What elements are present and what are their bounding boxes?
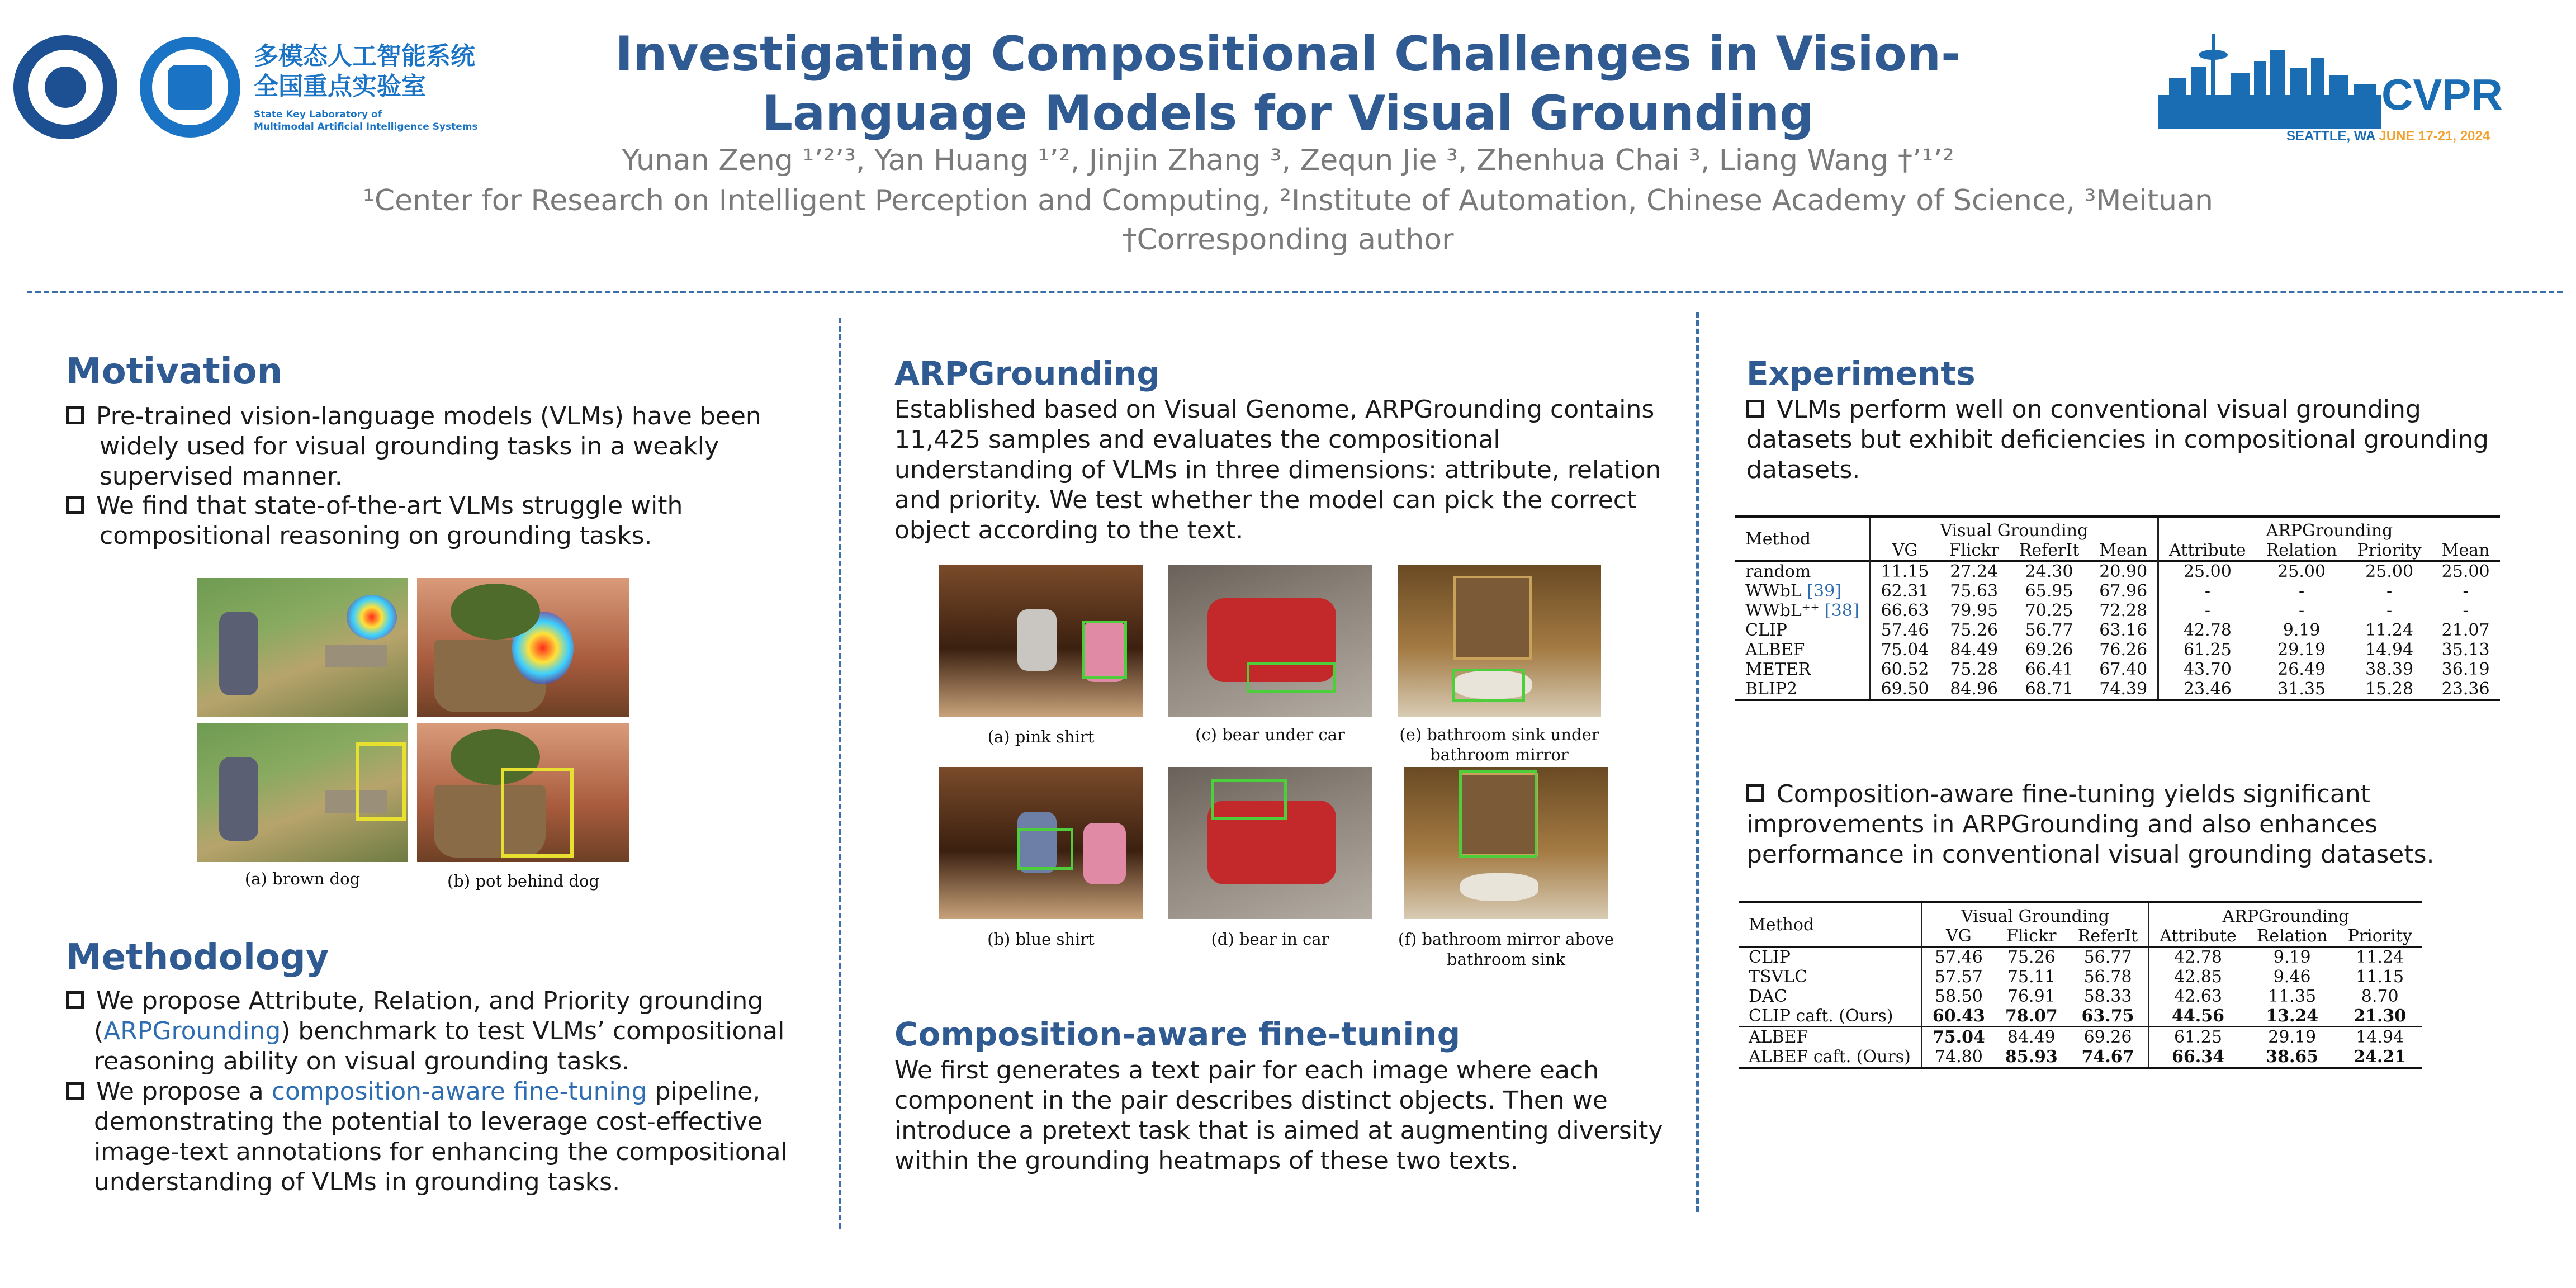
motivation-image-pot-heatmap (417, 578, 629, 717)
value-cell: 11.35 (2268, 987, 2317, 1006)
method-cell: ALBEF (1739, 1027, 1921, 1048)
t2-group-vg: Visual Grounding (1921, 902, 2148, 926)
value-cell: 75.11 (2007, 967, 2056, 987)
arp-line-3: understanding of VLMs in three dimensions: attribute, relation (894, 456, 1661, 484)
value-cell: 74.67 (2068, 1047, 2149, 1068)
checkbox-icon (1746, 784, 1764, 802)
grounding-box (1082, 621, 1127, 679)
lab-name-en-2: Multimodal Artificial Intelligence Systems (254, 121, 478, 132)
seattle-skyline-icon (2158, 34, 2381, 129)
title-line-1: Investigating Compositional Challenges in Vision- (615, 26, 1961, 82)
value-cell: 79.95 (1950, 601, 1999, 621)
arp-caption-e-line1: (e) bathroom sink under (1399, 725, 1599, 744)
affiliations: ¹Center for Research on Intelligent Perception and Computing, ²Institute of Automation, Chinese Academy of Science, ³Meituan (363, 184, 2213, 217)
value-cell: 9.19 (2283, 621, 2321, 640)
value-cell: 58.50 (1921, 987, 1995, 1006)
methodology-title: Methodology (66, 937, 329, 978)
checkbox-icon (66, 1082, 84, 1100)
finetune-title: Composition-aware fine-tuning (894, 1015, 1461, 1053)
motivation-caption-b: (b) pot behind dog (447, 872, 600, 891)
value-cell: 78.07 (2005, 1006, 2058, 1026)
grounding-box (1452, 669, 1525, 702)
value-cell: 57.57 (1921, 967, 1995, 987)
table-row (1735, 640, 2500, 660)
experiments-bullet-2 (1746, 779, 2435, 870)
method-cell: ALBEF caft. (Ours) (1739, 1047, 1921, 1068)
t2-col: Relation (2256, 926, 2328, 946)
value-cell: 56.77 (2068, 947, 2149, 968)
value-cell: - (2463, 581, 2469, 601)
arpgrounding-title: ARPGrounding (894, 354, 1160, 392)
table-row (1735, 660, 2500, 679)
value-cell: 67.96 (2099, 581, 2148, 601)
method-cell: CLIP (1739, 947, 1921, 968)
value-cell: 84.49 (1950, 640, 1999, 660)
arp-line-5: object according to the text. (894, 516, 1244, 544)
finetune-line-3: introduce a pretext task that is aimed at augmenting diversity (894, 1116, 1663, 1145)
table-row (1739, 1047, 2422, 1068)
value-cell: 75.26 (1950, 621, 1999, 640)
header-divider (27, 291, 2563, 293)
t1-col: ReferIt (2019, 541, 2080, 560)
value-cell: 56.78 (2083, 967, 2132, 987)
results-table-1 (1735, 515, 2500, 701)
value-cell: 21.30 (2354, 1006, 2407, 1026)
conference-city: SEATTLE, WA (2286, 129, 2375, 144)
value-cell: 44.56 (2149, 1006, 2247, 1027)
arp-caption-f (1383, 929, 1629, 969)
table-row (1735, 621, 2500, 640)
methodology-b2-line3: image-text annotations for enhancing the compositional (94, 1138, 788, 1166)
lab-name-zh-1: 多模态人工智能系统 (254, 42, 475, 70)
arp-caption-f-line1: (f) bathroom mirror above (1398, 930, 1614, 949)
t1-col: Mean (2099, 541, 2148, 560)
methodology-b1-line1: We propose Attribute, Relation, and Priority grounding (96, 987, 764, 1015)
arp-line-2: 11,425 samples and evaluates the compositional (894, 425, 1500, 454)
arp-image-mirror-above-sink (1404, 767, 1608, 919)
arp-image-sink-under-mirror (1398, 565, 1601, 717)
motivation-b2-line2: compositional reasoning on grounding tasks. (100, 522, 652, 550)
value-cell: - (2158, 601, 2256, 621)
value-cell: 25.00 (2158, 561, 2256, 582)
value-cell: 42.63 (2149, 987, 2247, 1006)
value-cell: 23.46 (2158, 679, 2256, 700)
value-cell: 66.34 (2149, 1047, 2247, 1068)
conference-name: CVPR (2381, 70, 2503, 119)
arp-line-4: and priority. We test whether the model can pick the correct (894, 486, 1637, 514)
exp-b1-line3: datasets. (1746, 456, 1860, 484)
t2-method-header: Method (1739, 902, 1921, 947)
t2-col: Priority (2347, 926, 2412, 946)
value-cell: 31.35 (2256, 679, 2347, 700)
table-row (1739, 1027, 2422, 1048)
value-cell: 85.93 (1995, 1047, 2068, 1068)
lab-name-zh-2: 全国重点实验室 (254, 72, 426, 101)
value-cell: 74.80 (1921, 1047, 1995, 1068)
value-cell: 69.26 (2025, 640, 2073, 660)
value-cell: 24.30 (2009, 561, 2089, 582)
value-cell: 75.63 (1950, 581, 1999, 601)
t1-col: Relation (2266, 541, 2337, 560)
arp-caption-b: (b) blue shirt (987, 930, 1095, 949)
value-cell: 11.24 (2338, 947, 2422, 968)
value-cell: 66.41 (2025, 660, 2073, 679)
citation-link[interactable]: [39] (1801, 581, 1841, 601)
methodology-b2-post: pipeline, (647, 1077, 761, 1106)
value-cell: 11.15 (2356, 967, 2404, 987)
method-cell: CLIP caft. (Ours) (1749, 1006, 1893, 1026)
value-cell: 9.19 (2247, 947, 2338, 968)
column-divider-2 (1696, 312, 1699, 1212)
t1-col: VG (1870, 541, 1939, 561)
value-cell: 61.25 (2149, 1027, 2247, 1048)
motivation-image-pot-box (417, 723, 629, 862)
t1-col: Flickr (1949, 541, 1999, 560)
exp-b1-line2: datasets but exhibit deficiencies in compositional grounding (1746, 425, 2489, 454)
method-cell: METER (1745, 660, 1811, 679)
cvpr-logo (2158, 22, 2560, 144)
value-cell: 60.43 (1921, 1006, 1995, 1027)
value-cell: 25.00 (2432, 561, 2500, 582)
conference-dates: JUNE 17-21, 2024 (2379, 129, 2490, 144)
methodology-b1-line2-rest: ) benchmark to test VLMs’ compositional (281, 1017, 785, 1045)
grounding-box (1211, 779, 1287, 820)
t1-col: Attribute (2158, 541, 2256, 561)
grounding-box (1017, 828, 1073, 870)
t2-col: Flickr (2006, 926, 2057, 946)
value-cell: 76.26 (2099, 640, 2148, 660)
motivation-image-dog-box (197, 723, 408, 862)
value-cell: 11.15 (1870, 561, 1939, 582)
corresponding-note: †Corresponding author (1122, 223, 1454, 257)
motivation-b1-line1: Pre-trained vision-language models (VLMs) have been (96, 402, 761, 430)
value-cell: 25.00 (2256, 561, 2347, 582)
column-divider-1 (839, 318, 841, 1229)
value-cell: 76.91 (2007, 987, 2056, 1006)
value-cell: 70.25 (2025, 601, 2073, 621)
t1-col: Mean (2441, 541, 2490, 560)
grounding-box (1459, 770, 1537, 858)
exp-b2-line3: performance in conventional visual grounding datasets. (1746, 840, 2435, 869)
value-cell: 58.33 (2083, 987, 2132, 1006)
value-cell: 60.52 (1870, 660, 1939, 679)
table-row (1735, 581, 2500, 601)
checkbox-icon (66, 496, 84, 514)
value-cell: 36.19 (2441, 660, 2490, 679)
value-cell: - (2299, 601, 2305, 621)
value-cell: 57.46 (1921, 947, 1995, 968)
value-cell: 11.24 (2365, 621, 2414, 640)
table-row (1735, 561, 2500, 582)
value-cell: 65.95 (2025, 581, 2073, 601)
checkbox-icon (66, 406, 84, 424)
arp-caption-e (1381, 724, 1618, 765)
arpgrounding-link[interactable]: ARPGrounding (103, 1017, 281, 1045)
table-row (1735, 601, 2500, 621)
value-cell: 62.31 (1870, 581, 1939, 601)
motivation-b1-line2: widely used for visual grounding tasks in a weakly (100, 432, 719, 461)
value-cell: 38.39 (2365, 660, 2414, 679)
value-cell: 8.70 (2361, 987, 2399, 1006)
method-cell: WWbL⁺⁺ [38] (1745, 601, 1859, 621)
grounding-box (1247, 662, 1336, 693)
t2-col: Attribute (2149, 926, 2247, 947)
motivation-bullet-2 (66, 491, 683, 551)
prediction-box (356, 742, 406, 821)
arp-image-pink-shirt (939, 565, 1143, 717)
arp-image-bear-under-car (1168, 565, 1372, 717)
value-cell: 9.46 (2273, 967, 2311, 987)
value-cell: - (2463, 601, 2469, 621)
motivation-title: Motivation (66, 351, 283, 392)
value-cell: 69.50 (1870, 679, 1939, 700)
arp-caption-e-line2: bathroom mirror (1430, 745, 1569, 764)
methodology-bullet-1 (66, 986, 784, 1077)
arpgrounding-description (894, 395, 1661, 546)
value-cell: - (2386, 601, 2393, 621)
value-cell: 68.71 (2009, 679, 2089, 700)
value-cell: 20.90 (2089, 561, 2158, 582)
value-cell: 75.26 (1995, 947, 2068, 968)
finetune-line-4: within the grounding heatmaps of these two texts. (894, 1147, 1518, 1175)
value-cell: 35.13 (2441, 640, 2490, 660)
value-cell: 42.78 (2158, 621, 2256, 640)
t1-group-arp: ARPGrounding (2158, 517, 2500, 541)
experiments-title: Experiments (1746, 354, 1976, 392)
value-cell: 69.26 (2068, 1027, 2149, 1048)
value-cell: 72.28 (2099, 601, 2148, 621)
value-cell: 61.25 (2158, 640, 2256, 660)
value-cell: 43.70 (2158, 660, 2256, 679)
experiments-bullet-1 (1746, 395, 2489, 485)
value-cell: 75.28 (1950, 660, 1999, 679)
value-cell: 14.94 (2365, 640, 2414, 660)
arp-image-bear-in-car (1168, 767, 1372, 919)
value-cell: 56.77 (2025, 621, 2073, 640)
value-cell: 29.19 (2247, 1027, 2338, 1048)
value-cell: 84.96 (1939, 679, 2009, 700)
motivation-bullet-1 (66, 401, 761, 492)
motivation-caption-a: (a) brown dog (244, 869, 361, 888)
t2-col: ReferIt (2077, 926, 2138, 946)
checkbox-icon (66, 991, 84, 1009)
finetune-line-2: component in the pair describes distinct objects. Then we (894, 1086, 1608, 1115)
finetune-line-1: We first generates a text pair for each image where each (894, 1056, 1599, 1085)
authors: Yunan Zeng ¹ʼ²ʼ³, Yan Huang ¹ʼ², Jinjin Zhang ³, Zequn Jie ³, Zhenhua Chai ³, Liang Wang †ʼ¹ʼ² (622, 144, 1954, 177)
value-cell: - (2158, 581, 2256, 601)
value-cell: 57.46 (1870, 621, 1939, 640)
value-cell: 26.49 (2277, 660, 2326, 679)
conference-meta (2286, 129, 2490, 144)
method-cell: ALBEF (1745, 640, 1805, 660)
value-cell: 15.28 (2347, 679, 2432, 700)
methodology-b2-line4: understanding of VLMs in grounding tasks. (94, 1168, 621, 1196)
method-cell: BLIP2 (1735, 679, 1870, 700)
arp-caption-f-line2: bathroom sink (1446, 950, 1566, 969)
title-line-2: Language Models for Visual Grounding (762, 86, 1814, 141)
value-cell: 13.24 (2266, 1006, 2319, 1026)
table-row (1739, 1006, 2422, 1027)
method-cell: TSVLC (1749, 967, 1808, 987)
arp-line-1: Established based on Visual Genome, ARPGrounding contains (894, 395, 1655, 424)
value-cell: 74.39 (2089, 679, 2158, 700)
t1-group-vg: Visual Grounding (1870, 517, 2158, 541)
methodology-b2-line2: demonstrating the potential to leverage cost-effective (94, 1107, 763, 1136)
citation-link[interactable]: [38] (1819, 601, 1859, 621)
finetuning-link[interactable]: composition-aware fine-tuning (271, 1077, 647, 1106)
value-cell: 23.36 (2432, 679, 2500, 700)
methodology-b1-line3: reasoning ability on visual grounding tasks. (94, 1047, 630, 1076)
method-cell: CLIP (1745, 621, 1787, 640)
table-row (1739, 947, 2422, 968)
value-cell: 21.07 (2441, 621, 2490, 640)
value-cell: 66.63 (1870, 601, 1939, 621)
methodology-b2-pre: We propose a (96, 1077, 272, 1106)
table-row (1739, 967, 2422, 987)
motivation-image-dog-heatmap (197, 578, 408, 717)
method-cell: random (1735, 561, 1870, 582)
lab-name-en-1: State Key Laboratory of (254, 109, 382, 120)
motivation-b2-line1: We find that state-of-the-art VLMs struggle with (96, 491, 683, 520)
exp-b2-line2: improvements in ARPGrounding and also enhances (1746, 810, 2378, 839)
value-cell: 63.16 (2099, 621, 2148, 640)
exp-b1-line1: VLMs perform well on conventional visual grounding (1777, 395, 2421, 424)
value-cell: - (2386, 581, 2393, 601)
paren-open: ( (94, 1017, 104, 1045)
value-cell: 63.75 (2081, 1006, 2134, 1026)
results-table-2 (1739, 901, 2422, 1069)
arp-caption-c: (c) bear under car (1195, 725, 1345, 744)
checkbox-icon (1746, 400, 1764, 418)
arp-caption-a: (a) pink shirt (987, 727, 1095, 746)
methodology-bullet-2 (66, 1077, 788, 1197)
method-cell: WWbL [39] (1745, 581, 1841, 601)
value-cell: 75.04 (1870, 640, 1939, 660)
arp-caption-d: (d) bear in car (1211, 930, 1329, 949)
t1-method-header: Method (1735, 517, 1870, 561)
value-cell: 75.04 (1921, 1027, 1995, 1048)
value-cell: 42.85 (2149, 967, 2247, 987)
method-cell: DAC (1749, 987, 1787, 1006)
value-cell: 67.40 (2099, 660, 2148, 679)
value-cell: 29.19 (2277, 640, 2326, 660)
value-cell: 27.24 (1939, 561, 2009, 582)
prediction-box (501, 768, 574, 858)
t1-col: Priority (2357, 541, 2422, 560)
exp-b2-line1: Composition-aware fine-tuning yields significant (1777, 780, 2370, 808)
finetune-description (894, 1055, 1663, 1176)
value-cell: 25.00 (2347, 561, 2432, 582)
value-cell: 42.78 (2149, 947, 2247, 968)
value-cell: 38.65 (2247, 1047, 2338, 1068)
value-cell: 84.49 (1995, 1027, 2068, 1048)
motivation-b1-line3: supervised manner. (100, 462, 343, 491)
table-row (1735, 679, 2500, 700)
value-cell: - (2299, 581, 2305, 601)
arp-image-blue-shirt (939, 767, 1143, 919)
value-cell: 14.94 (2338, 1027, 2422, 1048)
t2-col: VG (1921, 926, 1995, 947)
t2-group-arp: ARPGrounding (2149, 902, 2422, 926)
table-row (1739, 987, 2422, 1006)
value-cell: 24.21 (2338, 1047, 2422, 1068)
